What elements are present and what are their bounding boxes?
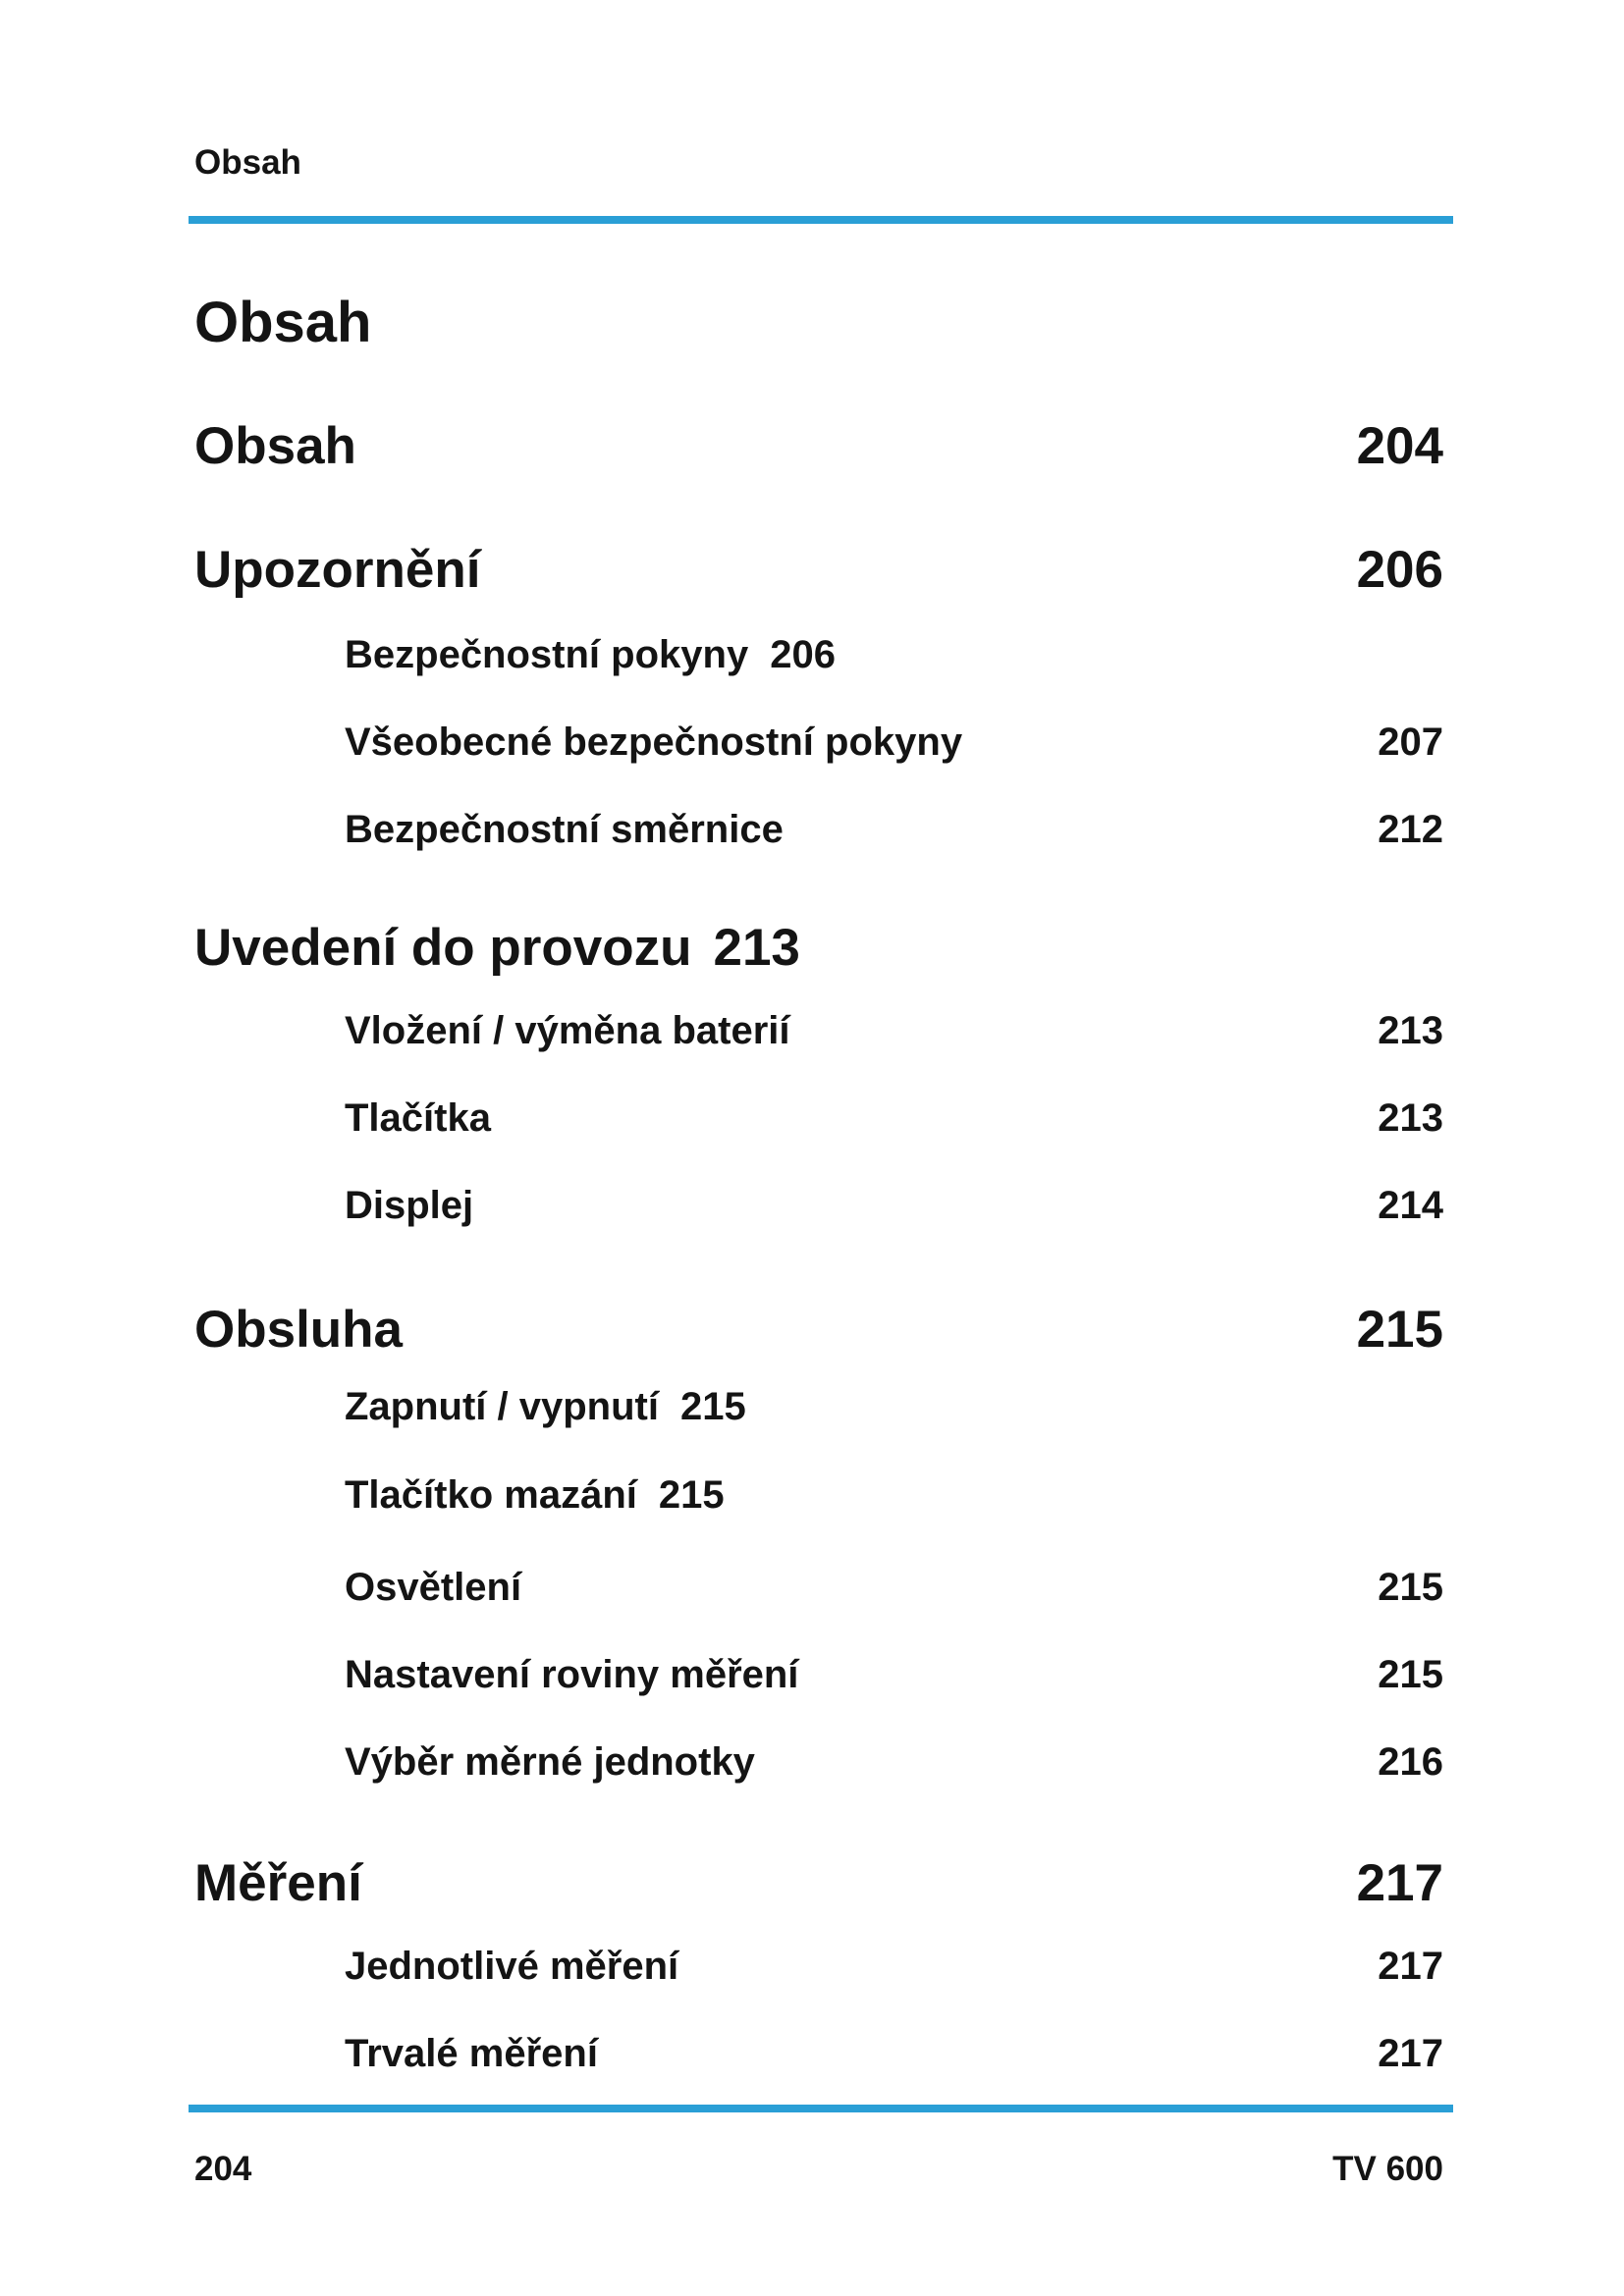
- toc-entry-zapnuti-vypnuti[interactable]: [345, 1384, 1443, 1429]
- toc-entry-page: 206: [1356, 541, 1443, 599]
- toc-entry-bezpecnostni-smernice[interactable]: [345, 807, 1443, 852]
- toc-entry-uvedeni-do-provozu[interactable]: [194, 919, 1443, 978]
- toc-entry-bezpecnostni-pokyny[interactable]: [345, 632, 1443, 677]
- toc-entry-page: 215: [658, 1473, 725, 1517]
- toc-entry-page: 207: [1378, 721, 1443, 764]
- toc-entry-label: Jednotlivé měření: [345, 1945, 679, 1988]
- toc-entry-page: 217: [1356, 1854, 1443, 1912]
- footer-rule: [189, 2105, 1453, 2112]
- toc-entry-label: Tlačítko mazání: [345, 1473, 637, 1517]
- page-footer: [194, 2150, 1443, 2189]
- toc-entry-label: Nastavení roviny měření: [345, 1653, 799, 1696]
- toc-entry-tlacitko-mazani[interactable]: [345, 1472, 1443, 1518]
- toc-entry-jednotlive-mereni[interactable]: [345, 1944, 1443, 1989]
- toc-entry-label: Vložení / výměna baterií: [345, 1009, 790, 1052]
- toc-entry-nastaveni-roviny-mereni[interactable]: [345, 1652, 1443, 1697]
- toc-entry-page: 216: [1378, 1740, 1443, 1784]
- footer-model-name: TV 600: [1332, 2150, 1443, 2188]
- toc-entry-page: 206: [770, 633, 836, 676]
- toc-entry-obsah[interactable]: [194, 417, 1443, 476]
- toc-entry-label: Trvalé měření: [345, 2032, 598, 2075]
- toc-entry-page: 213: [1378, 1009, 1443, 1052]
- toc-entry-label: Osvětlení: [345, 1566, 522, 1609]
- toc-entry-page: 215: [1378, 1566, 1443, 1609]
- toc-entry-vseobecne-bezpecnostni-pokyny[interactable]: [345, 720, 1443, 765]
- footer-page-number: 204: [194, 2150, 252, 2188]
- toc-entry-page: 217: [1378, 1945, 1443, 1988]
- toc-entry-label: Výběr měrné jednotky: [345, 1740, 755, 1784]
- toc-entry-mereni[interactable]: [194, 1854, 1443, 1913]
- toc-entry-page: 215: [679, 1385, 746, 1428]
- toc-entry-label: Všeobecné bezpečnostní pokyny: [345, 721, 963, 764]
- toc-entry-obsluha[interactable]: [194, 1301, 1443, 1360]
- running-header-title: Obsah: [194, 143, 301, 182]
- toc-entry-page: 213: [713, 919, 800, 977]
- toc-entry-label: Zapnutí / vypnutí: [345, 1385, 659, 1428]
- toc-entry-label: Displej: [345, 1184, 474, 1227]
- toc-entry-label: Měření: [194, 1854, 362, 1912]
- toc-entry-upozorneni[interactable]: [194, 541, 1443, 600]
- toc-entry-vlozeni-vymena-baterii[interactable]: [345, 1008, 1443, 1053]
- toc-entry-page: 214: [1378, 1184, 1443, 1227]
- toc-entry-label: Bezpečnostní směrnice: [345, 808, 784, 851]
- toc-entry-label: Bezpečnostní pokyny: [345, 633, 749, 676]
- toc-entry-page: 215: [1378, 1653, 1443, 1696]
- toc-entry-displej[interactable]: [345, 1183, 1443, 1228]
- toc-entry-tlacitka[interactable]: [345, 1095, 1443, 1141]
- toc-entry-label: Tlačítka: [345, 1096, 491, 1140]
- toc-entry-osvetleni[interactable]: [345, 1565, 1443, 1610]
- toc-entry-page: 204: [1356, 417, 1443, 475]
- toc-entry-label: Obsluha: [194, 1301, 404, 1359]
- toc-entry-label: Obsah: [194, 417, 356, 475]
- toc-entry-vyber-merne-jednotky[interactable]: [345, 1739, 1443, 1785]
- toc-entry-label: Upozornění: [194, 541, 481, 599]
- toc-entry-trvale-mereni[interactable]: [345, 2031, 1443, 2076]
- toc-entry-page: 217: [1378, 2032, 1443, 2075]
- toc-entry-page: 212: [1378, 808, 1443, 851]
- page-title: Obsah: [194, 291, 372, 354]
- toc-entry-label: Uvedení do provozu: [194, 919, 692, 977]
- header-rule: [189, 216, 1453, 224]
- toc-entry-page: 215: [1356, 1301, 1443, 1359]
- toc-entry-page: 213: [1378, 1096, 1443, 1140]
